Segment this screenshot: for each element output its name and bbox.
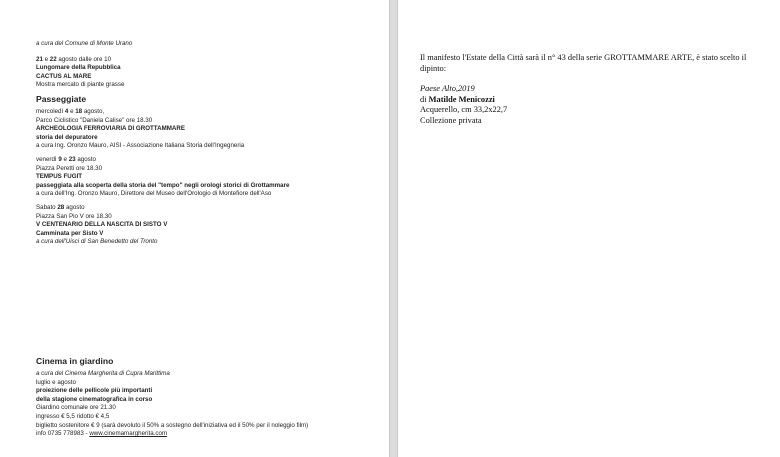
event-date xyxy=(36,204,376,213)
date-conjunction: e xyxy=(42,55,50,63)
cinema-section xyxy=(36,352,376,439)
page-right-content xyxy=(420,53,765,127)
artwork-collection: Collezione privata xyxy=(420,115,482,125)
date-rest: agosto dalle ore 10 xyxy=(56,55,112,63)
date-conjunction: e xyxy=(68,107,76,115)
cinema-description-2: della stagione cinematografica in corso xyxy=(36,395,153,403)
cinema-credit: a cura del Cinema Margherita di Cupra Marittima xyxy=(36,370,170,377)
event-place: Piazza San Pio V ore 18.30 xyxy=(36,212,112,220)
cactus-date xyxy=(36,56,376,65)
page-gutter xyxy=(389,0,398,457)
date-number: 9 xyxy=(58,155,62,163)
date-rest: agosto, xyxy=(82,107,105,115)
event-subtitle: storia del depuratore xyxy=(36,133,98,141)
artwork-medium: Acquerello, cm 33,2x22,7 xyxy=(420,105,508,115)
cinema-info xyxy=(36,430,376,439)
event-subtitle: passeggiata alla scoperta della storia del "tempo" negli orologi storici di Grottammare xyxy=(36,181,290,189)
event-date xyxy=(36,108,376,117)
cinema-venue: Giardino comunale ore 21.30 xyxy=(36,404,116,412)
cactus-place: Lungomare della Repubblica xyxy=(36,64,121,72)
manifesto-text-line-1: Il manifesto l'Estate della Città sarà il n° 43 della serie GROTTAMMARE ARTE, è stato scelto il xyxy=(420,53,747,62)
event-title: TEMPUS FUGIT xyxy=(36,173,83,181)
cinema-description-1: proiezione delle pellicole più importanti xyxy=(36,387,153,395)
document-page-right xyxy=(398,0,780,457)
date-prefix: Sabato xyxy=(36,203,58,211)
date-number: 4 xyxy=(64,107,69,115)
date-number: 28 xyxy=(57,203,65,211)
manifesto-text-line-2: dipinto: xyxy=(420,63,447,73)
page-left-content xyxy=(36,40,376,247)
event-credit: a cura dell'Ing. Oronzo Mauro, Direttore del Museo dell'Orologio di Montefiore dell'Aso xyxy=(36,190,272,198)
event-place: Piazza Peretti ore 18.30 xyxy=(36,164,103,172)
cinema-period: luglio e agosto xyxy=(36,378,76,386)
cinema-website-link[interactable]: www.cinemamargherita.com xyxy=(89,430,168,438)
date-number: 22 xyxy=(49,55,57,63)
date-number: 18 xyxy=(75,107,83,115)
section-title-passeggiate: Passeggiate xyxy=(36,93,87,104)
date-rest: agosto xyxy=(64,203,85,211)
event-title: V CENTENARIO DELLA NASCITA DI SISTO V xyxy=(36,221,168,229)
date-rest: agosto xyxy=(75,155,96,163)
event-date xyxy=(36,156,376,165)
date-number: 21 xyxy=(36,55,43,63)
date-number: 23 xyxy=(68,155,76,163)
cactus-description: Mostra mercato di piante grasse xyxy=(36,81,125,89)
event-subtitle: Camminata per Sisto V xyxy=(36,229,104,237)
date-prefix: venerdì xyxy=(36,155,59,163)
event-credit: a cura Ing. Oronzo Mauro, AISI - Associazione Italiana Storia dell'Ingegneria xyxy=(36,142,245,150)
cinema-info-phone: info 0735 778983 - xyxy=(36,430,90,438)
event-title: ARCHEOLOGIA FERROVIARIA DI GROTTAMMARE xyxy=(36,125,185,133)
artwork-artist xyxy=(420,95,765,106)
cinema-prices: ingresso € 5,5 ridotto € 4,5 xyxy=(36,412,110,420)
intro-credit: a cura del Comune di Monte Urano xyxy=(36,40,133,47)
cinema-support-ticket: biglietto sostenitore € 9 (sarà devoluto il 50% a sostegno dell'iniziativa ed il 50% per il noleggio film) xyxy=(36,421,309,429)
artwork-title: Paese Alto,2019 xyxy=(420,84,475,94)
event-credit: a cura dell'Uisci di San Benedetto del Tronto xyxy=(36,238,158,246)
artist-prefix: di xyxy=(420,94,429,104)
date-conjunction: e xyxy=(61,155,69,163)
cactus-title: CACTUS AL MARE xyxy=(36,72,92,80)
section-title-cinema: Cinema in giardino xyxy=(36,356,114,366)
document-page-left xyxy=(0,0,389,457)
date-prefix: mercoledì xyxy=(36,107,65,115)
artist-name: Matilde Menicozzi xyxy=(428,94,495,104)
event-place: Parco Ciclistico "Daniela Calise" ore 18.30 xyxy=(36,116,153,124)
